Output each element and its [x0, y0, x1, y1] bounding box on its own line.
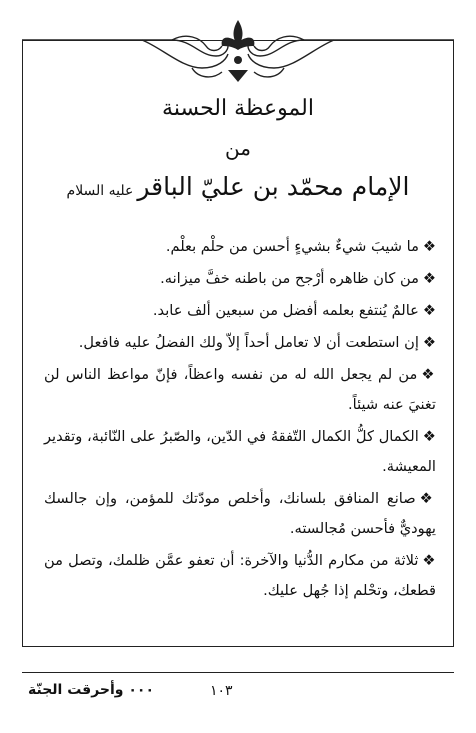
title-connector: من	[225, 136, 251, 160]
maxim-item	[44, 360, 436, 420]
diamond-bullet-icon: ❖	[422, 552, 436, 569]
diamond-bullet-icon: ❖	[419, 490, 436, 507]
maxim-text: ثلاثة من مكارم الدُّنيا والآخرة: أن تعفو عمَّن ظلمك، وتصل من قطعك، وتحْلم إذا جُهل عليك.	[44, 552, 436, 599]
diamond-bullet-icon: ❖	[422, 428, 436, 445]
diamond-bullet-icon: ❖	[422, 270, 436, 287]
maxim-item	[44, 422, 436, 482]
honorific-mark: عليه السلام	[66, 183, 134, 199]
imam-name-heading	[40, 172, 436, 201]
book-title: ٠٠٠ وأحرقت الجنّة	[28, 682, 155, 698]
diamond-bullet-icon: ❖	[422, 302, 436, 319]
imam-name: الإمام محمّد بن عليّ الباقر	[137, 172, 410, 201]
maxim-text: من كان ظاهره أرْجح من باطنه خفَّ ميزانه.	[160, 270, 419, 287]
maxim-item	[44, 264, 436, 294]
diamond-bullet-icon: ❖	[422, 238, 436, 255]
diamond-bullet-icon: ❖	[421, 366, 436, 383]
maxim-item	[44, 546, 436, 606]
maxim-text: من لم يجعل الله له من نفسه واعظاً، فإنّ مواعظ الناس لن تغنيَ عنه شيئاً.	[44, 366, 436, 413]
maxim-item	[44, 296, 436, 326]
footer-divider	[22, 672, 454, 673]
maxims-list	[44, 232, 436, 599]
maxim-text: صانع المنافق بلسانك، وأخلص مودّتك للمؤمن، وإن جالسك يهوديٌّ فأحسن مُجالسته.	[44, 490, 436, 537]
diamond-bullet-icon: ❖	[422, 334, 436, 351]
maxim-text: إن استطعت أن لا تعامل أحداً إلاّ ولك الفضلُ عليه فافعل.	[78, 334, 419, 351]
maxim-item	[44, 232, 436, 262]
maxim-item	[44, 328, 436, 358]
floral-ornament-icon	[22, 12, 454, 92]
page-number: ١٠٣	[210, 683, 233, 699]
page-title: الموعظة الحسنة	[162, 96, 314, 121]
maxim-text: الكمال كلُّ الكمال التّفقهُ في الدّين، والصّبرُ على النّائبة، وتقدير المعيشة.	[44, 428, 436, 475]
maxim-text: ما شيبَ شيءٌ بشيءٍ أحسن من حلْم بعلْم.	[165, 238, 419, 255]
maxim-text: عالمٌ يُنتفع بعلمه أفضل من سبعين ألف عابد.	[152, 302, 419, 319]
maxim-item	[44, 484, 436, 544]
